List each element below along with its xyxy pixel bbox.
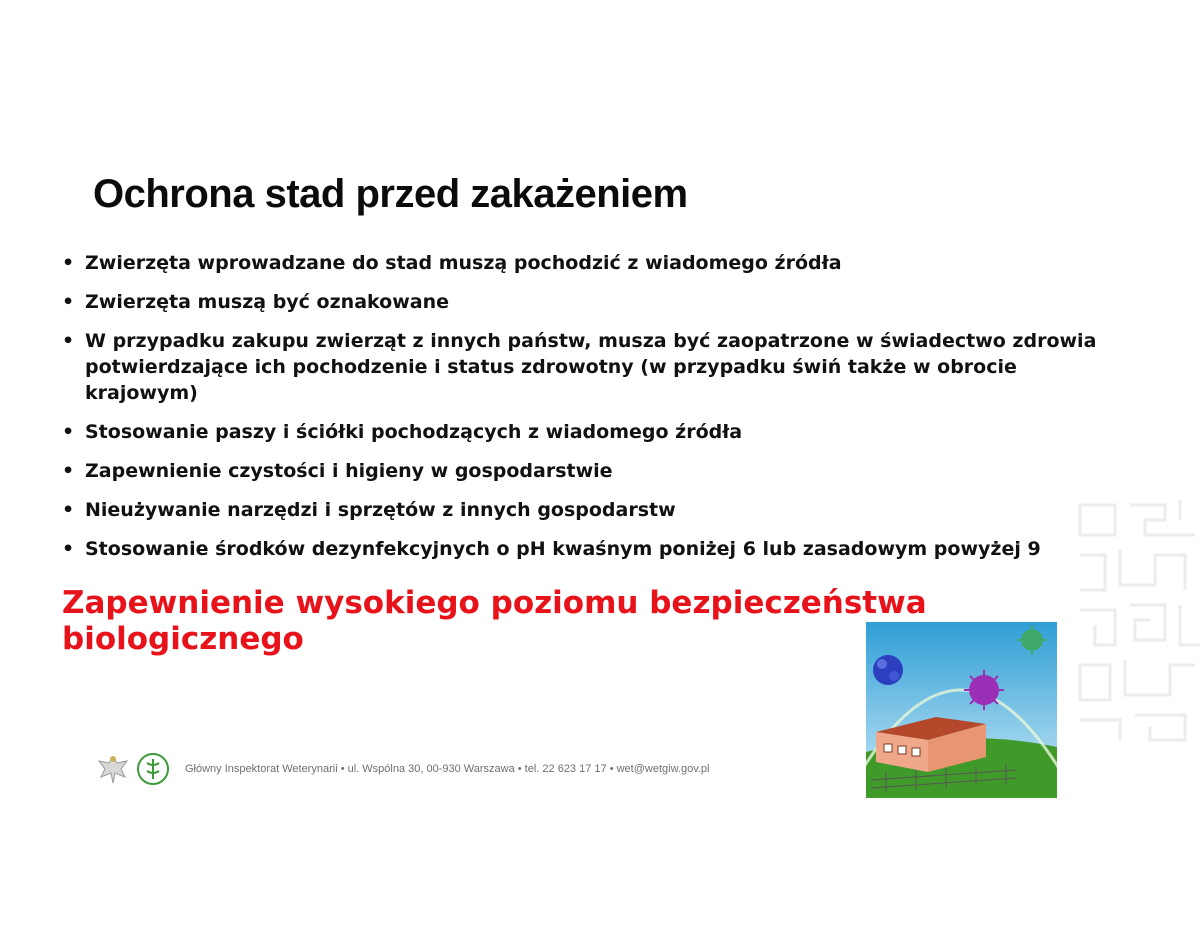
bullet-item: • Stosowanie paszy i ściółki pochodzących z wiadomego źródła: [60, 419, 1120, 445]
bullet-item: • Zwierzęta wprowadzane do stad muszą pochodzić z wiadomego źródła: [60, 250, 1120, 276]
bullet-list: [60, 250, 1120, 575]
slide-title: Ochrona stad przed zakażeniem: [93, 172, 688, 216]
bullet-item: • Nieużywanie narzędzi i sprzętów z innych gospodarstw: [60, 497, 1120, 523]
eagle-emblem-icon: [95, 751, 131, 787]
biosecurity-farm-illustration: [866, 622, 1057, 798]
veterinary-caduceus-icon: [135, 751, 171, 787]
footer: [95, 750, 710, 788]
footer-text: Główny Inspektorat Weterynarii • ul. Wspólna 30, 00-930 Warszawa • tel. 22 623 17 17 • wet@wetgiw.gov.pl: [185, 763, 710, 775]
highlight-text: Zapewnienie wysokiego poziomu bezpieczeństwa biologicznego: [62, 585, 927, 657]
bullet-item: • Zapewnienie czystości i higieny w gospodarstwie: [60, 458, 1120, 484]
bullet-item: • Zwierzęta muszą być oznakowane: [60, 289, 1120, 315]
bullet-item: • W przypadku zakupu zwierząt z innych państw, musza być zaopatrzone w świadectwo zdrowia potwierdzające ich pochodzenie i status zdrowotny (w przypadku świń także w obrocie krajowym): [60, 328, 1120, 406]
decorative-pattern: [1075, 495, 1200, 745]
bullet-item: • Stosowanie środków dezynfekcyjnych o pH kwaśnym poniżej 6 lub zasadowym powyżej 9: [60, 536, 1120, 562]
